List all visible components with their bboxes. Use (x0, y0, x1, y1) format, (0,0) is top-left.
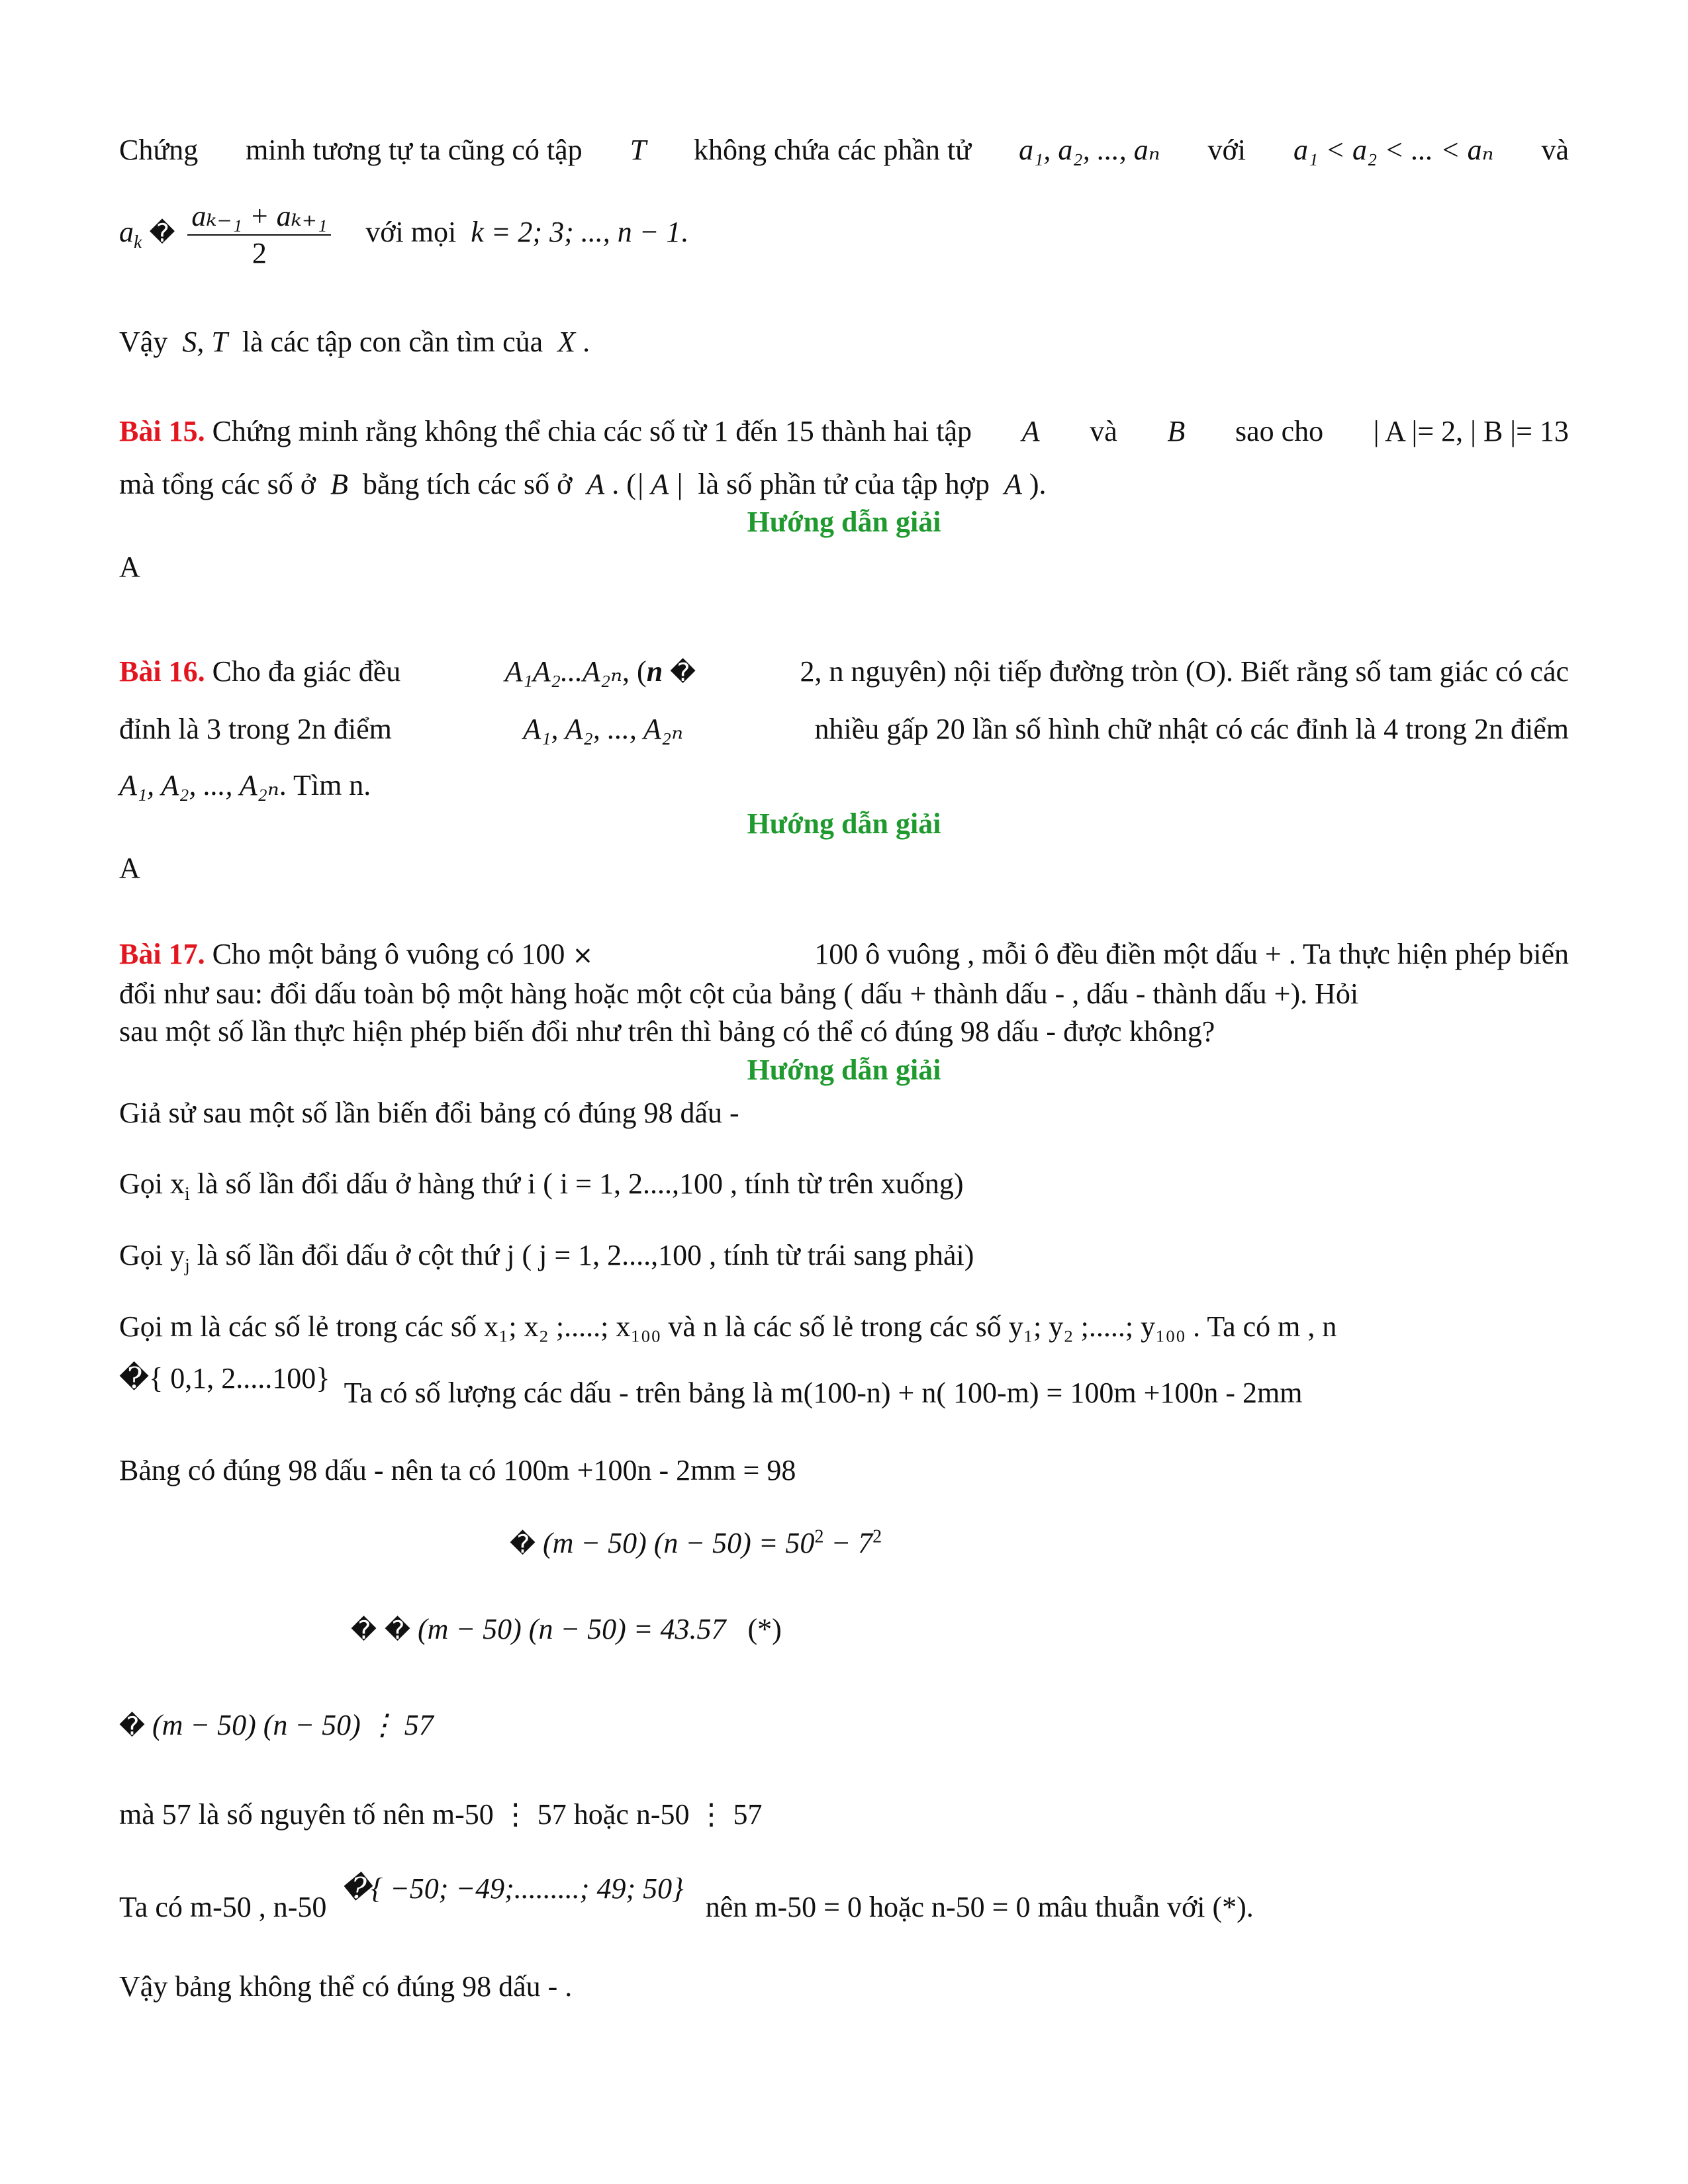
text: là số phần tử của tập hợp (698, 468, 990, 500)
text: Cho đa giác đều (212, 655, 401, 688)
math-T: T (630, 134, 647, 166)
math-sequence: a₁, a₂, ..., aₙ (1019, 134, 1160, 166)
text: là các tập con cần tìm của (242, 326, 543, 358)
text: là số lần đổi dấu ở cột thứ j ( j = 1, 2....,100 , tính từ trái sang phải) (197, 1239, 974, 1271)
math-inequality: a₁ < a₂ < ... < aₙ (1293, 134, 1494, 166)
subscript: j (185, 1255, 190, 1276)
exercise-title: Bài 17. (119, 938, 205, 970)
b17-s1: Giả sử sau một số lần biến đổi bảng có đúng 98 dấu - (119, 1097, 739, 1129)
equation-2 (351, 1612, 782, 1648)
math-ak: a (119, 216, 134, 249)
equation-label: (*) (747, 1613, 782, 1645)
fraction (187, 199, 331, 271)
b17-s6: Bảng có đúng 98 dấu - nên ta có 100m +100n - 2mm = 98 (119, 1454, 796, 1486)
text: 2, n nguyên) nội tiếp đường tròn (O). Biết rằng số tam giác có các (800, 655, 1569, 688)
text: . (680, 216, 688, 249)
text: đỉnh là 3 trong 2n điểm (119, 713, 392, 745)
text: bằng tích các số ở (362, 468, 573, 500)
math-B: B (330, 468, 348, 500)
math-set: �{ −50; −49;.........; 49; 50} (341, 1872, 684, 1905)
b17-line1 (119, 936, 1569, 973)
math-B: B (1167, 415, 1186, 447)
text: Vậy (119, 326, 168, 358)
b15-answer: A (119, 551, 140, 583)
text: Chứng (119, 134, 199, 166)
math-condition: | A |= 2, | B |= 13 (1373, 415, 1569, 447)
text: và (1541, 134, 1569, 166)
text: minh tương tự ta cũng có tập (246, 134, 583, 166)
subscript: i (185, 1183, 190, 1205)
equation-3 (119, 1707, 434, 1744)
b17-line2: đổi như sau: đổi dấu toàn bộ một hàng hoặc một cột của bảng ( dấu + thành dấu - , dấu - thành dấu +). Hỏi (119, 978, 1359, 1010)
math-points: A₁, A₂, ..., A₂ₙ (119, 769, 279, 801)
p1-line3 (119, 324, 590, 360)
math-expr: (m − 50) (n − 50) = 50 (542, 1527, 815, 1559)
unknown-symbol-icon: � (510, 1529, 536, 1559)
p1-line1 (119, 132, 1569, 168)
text: sao cho (1235, 415, 1324, 447)
math-subscript: k (134, 232, 142, 253)
exercise-title: Bài 15. (119, 415, 205, 447)
times-symbol-icon: × (572, 940, 594, 970)
math-polygon: A₁A₂...A₂ₙ (504, 655, 623, 688)
text: nên m-50 = 0 hoặc n-50 = 0 mâu thuẫn với (*). (705, 1891, 1254, 1923)
b17-s2 (119, 1166, 964, 1205)
text: nhiều gấp 20 lần số hình chữ nhật có các đỉnh là 4 trong 2n điểm (814, 713, 1569, 745)
superscript: 2 (814, 1526, 824, 1547)
b16-line1 (119, 654, 1569, 690)
text: Gọi x (119, 1167, 185, 1200)
text: . ( (612, 468, 636, 500)
text: ). (1029, 468, 1047, 500)
text: với (1207, 134, 1246, 166)
b17-heading: Hướng dẫn giải (747, 1054, 941, 1086)
b15-heading: Hướng dẫn giải (747, 506, 941, 538)
math-abs-A: | A | (635, 468, 684, 500)
b16-line3 (119, 768, 371, 803)
text: , ( (622, 655, 647, 688)
text: với mọi (365, 216, 457, 249)
text: và (1090, 415, 1117, 447)
unknown-symbol-icon: � (670, 658, 696, 687)
b17-s8 (119, 1872, 1254, 1925)
b15-line2 (119, 467, 1047, 502)
b16-line2 (119, 711, 1569, 747)
math-expr: (m − 50) (n − 50) = 43.57 (418, 1613, 726, 1645)
equation-1 (510, 1525, 882, 1562)
text: 100 ô vuông , mỗi ô đều điền một dấu + . Ta thực hiện phép biến (814, 938, 1569, 970)
unknown-symbol-icon: � � (351, 1615, 411, 1645)
math-A: A (1021, 415, 1040, 447)
b17-s5 (119, 1362, 1303, 1411)
b16-answer: A (119, 852, 140, 884)
text: Chứng minh rằng không thể chia các số từ 1 đến 15 thành hai tập (212, 415, 972, 447)
b17-s9: Vậy bảng không thể có đúng 98 dấu - . (119, 1970, 573, 2003)
exercise-title: Bài 16. (119, 655, 205, 688)
text: Ta có m-50 , n-50 (119, 1891, 327, 1923)
b17-s7: mà 57 là số nguyên tố nên m-50 ⋮ 57 hoặc n-50 ⋮ 57 (119, 1798, 763, 1831)
text: Cho một bảng ô vuông có 100 (212, 938, 565, 970)
math-range: k = 2; 3; ..., n − 1 (471, 216, 681, 249)
b16-heading: Hướng dẫn giải (747, 807, 941, 840)
text: mà tổng các số ở (119, 468, 316, 500)
b17-s3 (119, 1238, 974, 1276)
b17-s4: Gọi m là các số lẻ trong các số x₁; x₂ ;.....; x₁₀₀ và n là các số lẻ trong các số y₁; y₂ ;.....; y₁₀₀ . Ta có m , n (119, 1310, 1337, 1343)
b17-line3: sau một số lần thực hiện phép biến đổi như trên thì bảng có thể có đúng 98 dấu - được không? (119, 1015, 1215, 1048)
b15-line1 (119, 414, 1569, 449)
p1-line2 (119, 199, 688, 271)
text: không chứa các phần tử (694, 134, 972, 166)
math-expr: (m − 50) (n − 50) ⋮ 57 (152, 1709, 434, 1741)
text: Ta có số lượng các dấu - trên bảng là m(100-n) + n( 100-m) = 100m +100n - 2mm (344, 1377, 1303, 1409)
math-A: A (1004, 468, 1022, 500)
math-n: n (646, 655, 663, 688)
math-points: A₁, A₂, ..., A₂ₙ (523, 713, 684, 745)
unknown-symbol-icon: � (149, 218, 175, 248)
superscript: 2 (872, 1526, 882, 1547)
math-X: X (557, 326, 576, 358)
unknown-symbol-icon: � (119, 1711, 145, 1741)
text: . Tìm n. (279, 769, 371, 801)
math-expr: − 7 (823, 1527, 873, 1559)
fraction-numerator: aₖ₋₁ + aₖ₊₁ (187, 199, 331, 236)
text: Gọi y (119, 1239, 185, 1271)
text: . (583, 326, 590, 358)
math-set: �{ 0,1, 2.....100} (119, 1362, 330, 1394)
fraction-denominator: 2 (252, 237, 267, 269)
math-A: A (586, 468, 605, 500)
text: là số lần đổi dấu ở hàng thứ i ( i = 1, 2....,100 , tính từ trên xuống) (197, 1167, 964, 1200)
math-ST: S, T (182, 326, 228, 358)
